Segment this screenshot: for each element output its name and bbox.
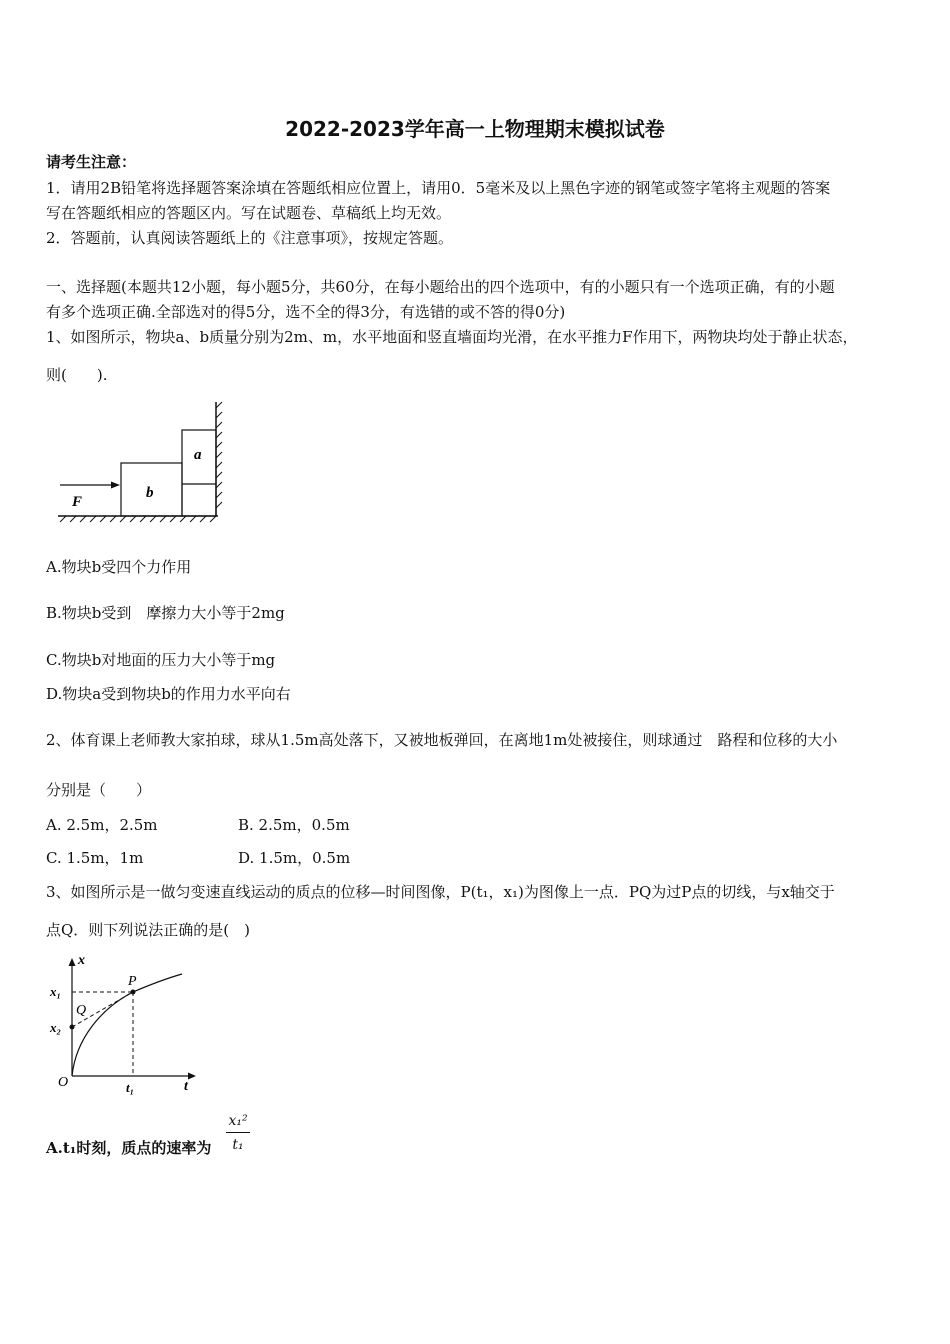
- page-title: 2022-2023学年高一上物理期末模拟试卷: [285, 117, 665, 141]
- q1-option-c: C.物块b对地面的压力大小等于mg: [46, 651, 276, 669]
- notice-item-2: 2．答题前，认真阅读答题纸上的《注意事项》，按规定答题。: [46, 229, 454, 247]
- point-q-label: Q: [76, 1003, 87, 1018]
- section-intro-line-1: 一、选择题(本题共12小题，每小题5分，共60分，在每小题给出的四个选项中，有的小题只有一个选项正确，有的小题: [46, 278, 835, 296]
- q1-option-a: A.物块b受四个力作用: [46, 558, 192, 576]
- notice-item-1-line-2: 写在答题纸相应的答题区内。写在试题卷、草稿纸上均无效。: [46, 204, 452, 222]
- q3-xt-graph: [44, 950, 204, 1096]
- q2-option-d: D. 1.5m，0.5m: [238, 849, 351, 867]
- axis-t-label: t: [184, 1079, 188, 1094]
- x1-label: x₁: [50, 984, 62, 999]
- q2-option-a: A. 2.5m，2.5m: [46, 816, 158, 834]
- x2-label: x₂: [50, 1020, 62, 1035]
- label-b: b: [146, 485, 154, 501]
- fraction-numerator: x₁²: [226, 1112, 250, 1133]
- notice-heading: 请考生注意：: [46, 153, 137, 171]
- q2-option-b: B. 2.5m，0.5m: [238, 816, 350, 834]
- q3-stem-line-1: 3、如图所示是一做匀变速直线运动的质点的位移—时间图像，P(t₁，x₁)为图像上一点．PQ为过P点的切线，与x轴交于: [46, 883, 835, 901]
- q1-figure-blocks: [50, 398, 240, 538]
- axis-x-label: x: [78, 953, 85, 968]
- section-intro-line-2: 有多个选项正确.全部选对的得5分，选不全的得3分，有选错的或不答的得0分): [46, 303, 566, 321]
- q3-option-a-fraction: [226, 1112, 250, 1154]
- t1-label: t₁: [126, 1080, 135, 1095]
- q2-stem-line-2: 分别是（ ）: [46, 781, 152, 799]
- q2-stem-line-1: 2、体育课上老师教大家拍球，球从1.5m高处落下，又被地板弹回，在离地1m处被接住，则球通过 路程和位移的大小: [46, 731, 838, 749]
- notice-item-1-line-1: 1．请用2B铅笔将选择题答案涂填在答题纸相应位置上，请用0．5毫米及以上黑色字迹的钢笔或签字笔将主观题的答案: [46, 179, 831, 197]
- label-f: F: [72, 494, 83, 510]
- q1-option-b: B.物块b受到 摩擦力大小等于2mg: [46, 604, 285, 622]
- point-p-label: P: [128, 974, 137, 989]
- q3-option-a-text: A.t₁时刻，质点的速率为: [46, 1139, 212, 1157]
- q2-option-c: C. 1.5m，1m: [46, 849, 144, 867]
- fraction-denominator: t₁: [232, 1137, 244, 1153]
- q1-stem-line-2: 则( ).: [46, 366, 108, 384]
- q3-stem-line-2: 点Q．则下列说法正确的是( ): [46, 921, 251, 939]
- q1-stem-line-1: 1、如图所示，物块a、b质量分别为2m、m，水平地面和竖直墙面均光滑，在水平推力F作用下，两物块均处于静止状态，: [46, 328, 858, 346]
- label-a: a: [194, 447, 202, 463]
- origin-label: O: [58, 1075, 69, 1090]
- q1-option-d: D.物块a受到物块b的作用力水平向右: [46, 685, 291, 703]
